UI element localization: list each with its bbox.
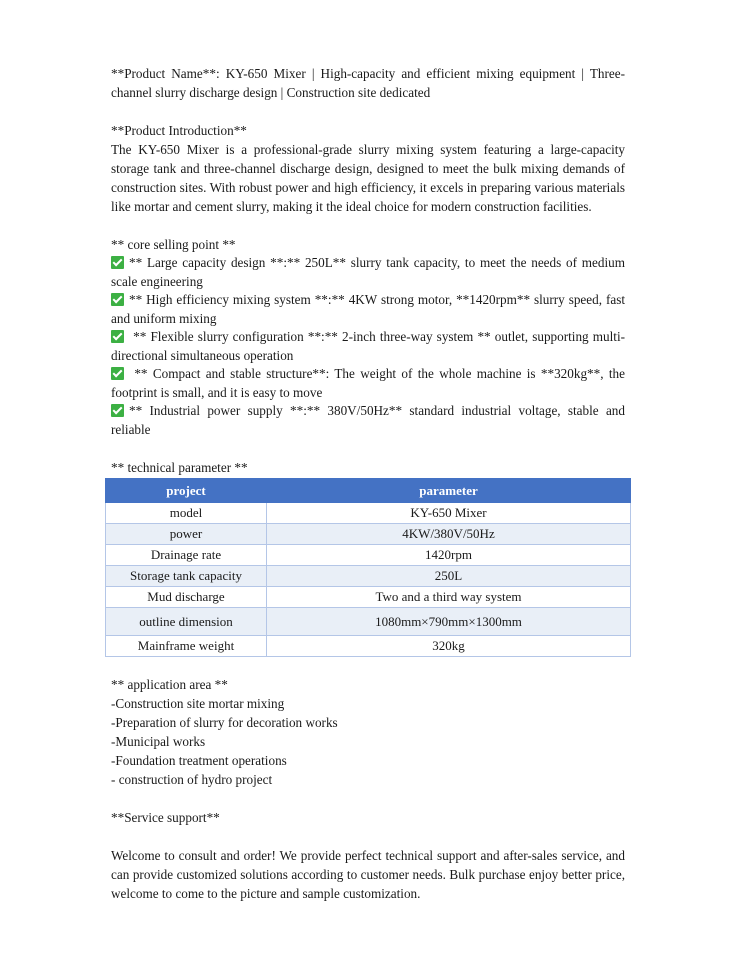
green-checkbox-icon <box>111 293 124 306</box>
service-body: Welcome to consult and order! We provide perfect technical support and after-sales service, and can provide customized solutions according to customer needs. Bulk purchase enjoy better price, welcome to come to the picture and sample customization. <box>111 848 625 901</box>
application-item: - construction of hydro project <box>111 772 273 787</box>
table-row: Drainage rate 1420rpm <box>106 545 631 566</box>
spacer <box>111 102 625 121</box>
column-header-parameter: parameter <box>267 479 631 503</box>
table-row: outline dimension 1080mm×790mm×1300mm <box>106 608 631 636</box>
application-item: -Municipal works <box>111 734 206 749</box>
service-heading: **Service support** <box>111 810 220 825</box>
green-checkbox-icon <box>111 367 124 380</box>
selling-point-item: ** Large capacity design **:** 250L** slurry tank capacity, to meet the needs of medium scale engineering <box>111 255 625 289</box>
application-item: -Construction site mortar mixing <box>111 696 285 711</box>
green-checkbox-icon <box>111 256 124 269</box>
table-row: Mud discharge Two and a third way system <box>106 587 631 608</box>
intro-heading: **Product Introduction** <box>111 123 247 138</box>
application-item: -Foundation treatment operations <box>111 753 287 768</box>
technical-heading: ** technical parameter ** <box>111 460 248 475</box>
document-page <box>111 64 625 903</box>
table-header-row <box>106 479 631 503</box>
selling-point-item: ** Industrial power supply **:** 380V/50Hz** standard industrial voltage, stable and reliable <box>111 403 625 437</box>
selling-points-heading: ** core selling point ** <box>111 237 236 252</box>
spacer <box>111 439 625 458</box>
application-item: -Preparation of slurry for decoration works <box>111 715 338 730</box>
table-row: model KY-650 Mixer <box>106 503 631 524</box>
green-checkbox-icon <box>111 330 124 343</box>
spacer <box>111 789 625 808</box>
table-row: Mainframe weight 320kg <box>106 636 631 657</box>
product-name-line: **Product Name**: KY-650 Mixer | High-capacity and efficient mixing equipment | Three-channel slurry discharge design | Construction site dedicated <box>111 66 625 100</box>
table-row: Storage tank capacity 250L <box>106 566 631 587</box>
selling-point-item: ** Flexible slurry configuration **:** 2-inch three-way system ** outlet, supporting multi-directional simultaneous operation <box>111 329 625 363</box>
column-header-project: project <box>106 479 267 503</box>
green-checkbox-icon <box>111 404 124 417</box>
spacer <box>111 216 625 235</box>
intro-body: The KY-650 Mixer is a professional-grade slurry mixing system featuring a large-capacity storage tank and three-channel discharge design, designed to meet the bulk mixing demands of construction sites. With robust power and high efficiency, it excels in preparing various materials like mortar and cement slurry, making it the ideal choice for modern construction facilities. <box>111 142 625 214</box>
technical-parameter-table <box>105 478 631 657</box>
application-heading: ** application area ** <box>111 677 228 692</box>
selling-points-list <box>111 254 625 439</box>
spacer <box>111 657 625 675</box>
selling-point-item: ** Compact and stable structure**: The weight of the whole machine is **320kg**, the footprint is small, and it is easy to move <box>111 366 625 400</box>
table-row: power 4KW/380V/50Hz <box>106 524 631 545</box>
spacer <box>111 827 625 846</box>
selling-point-item: ** High efficiency mixing system **:** 4KW strong motor, **1420rpm** slurry speed, fast and uniform mixing <box>111 292 625 326</box>
